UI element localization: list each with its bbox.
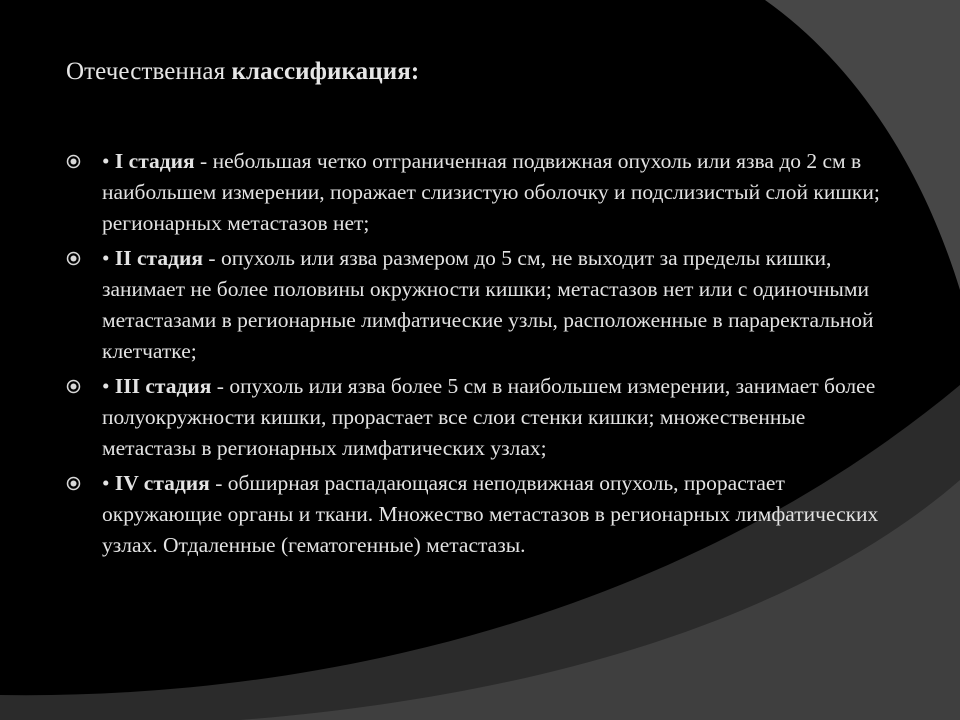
list-item xyxy=(66,371,886,464)
item-stage: III стадия xyxy=(114,374,212,398)
slide-title xyxy=(66,58,419,86)
item-bullet: • xyxy=(102,149,115,173)
item-stage: I стадия xyxy=(114,149,195,173)
stage-list xyxy=(66,146,886,565)
item-bullet: • xyxy=(102,471,115,495)
item-bullet: • xyxy=(102,374,115,398)
item-text: - обширная распадающаяся неподвижная опухоль, прорастает окружающие органы и ткани. Множество метастазов в регионарных лимфатических узлах. Отдаленные (гематогенные) метастазы. xyxy=(102,471,879,557)
title-bold: классификация: xyxy=(231,58,420,85)
target-circle-icon xyxy=(66,379,81,394)
item-bullet: • xyxy=(102,246,115,270)
item-text: - опухоль или язва более 5 см в наибольшем измерении, занимает более полуокружности кишки, прорастает все слои стенки кишки; множественные метастазы в регионарных лимфатических узлах; xyxy=(102,374,876,460)
list-item xyxy=(66,146,886,239)
title-normal: Отечественная xyxy=(66,58,232,85)
target-circle-icon xyxy=(66,476,81,491)
target-circle-icon xyxy=(66,251,81,266)
item-stage: II стадия xyxy=(114,246,204,270)
list-item xyxy=(66,243,886,367)
target-circle-icon xyxy=(66,154,81,169)
list-item xyxy=(66,468,886,561)
item-stage: IV стадия xyxy=(114,471,210,495)
item-text: - опухоль или язва размером до 5 см, не выходит за пределы кишки, занимает не более половины окружности кишки; метастазов нет или с одиночными метастазами в регионарные лимфатические узлы, расположенные в параректальной клетчатке; xyxy=(102,246,874,363)
item-text: - небольшая четко отграниченная подвижная опухоль или язва до 2 см в наибольшем измерении, поражает слизистую оболочку и подслизистый слой кишки; регионарных метастазов нет; xyxy=(102,149,880,235)
